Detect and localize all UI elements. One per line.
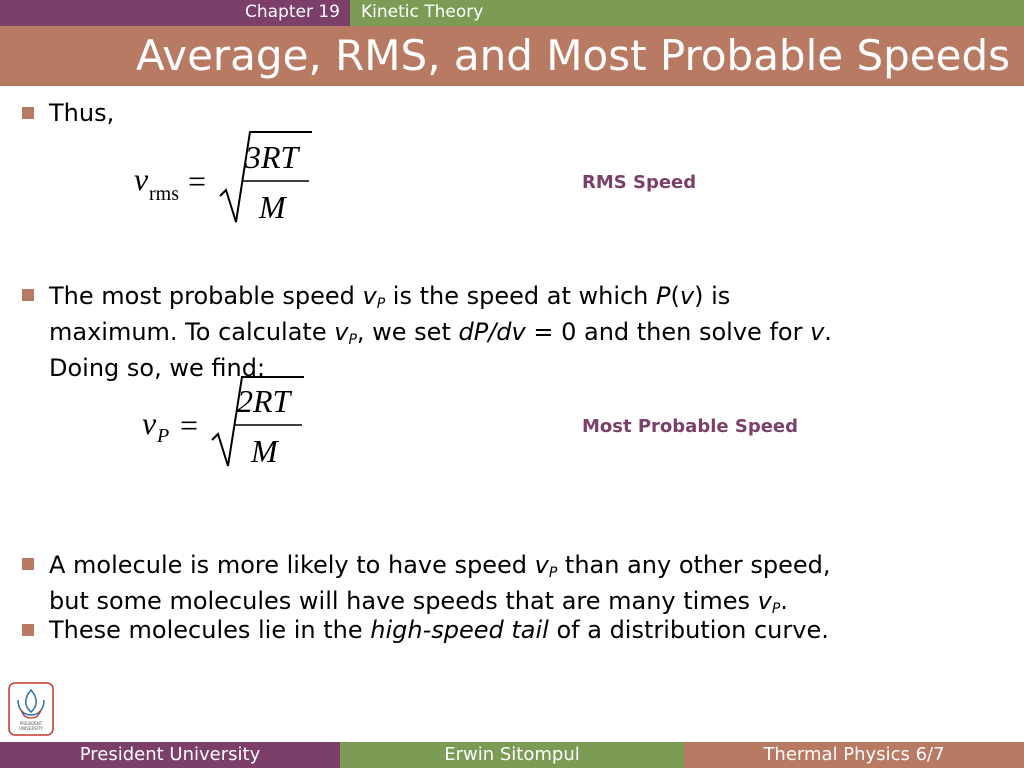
rms-speed-label: RMS Speed [582, 172, 697, 193]
bullet-thus: Thus, [49, 99, 115, 127]
footer-institution: President University [0, 742, 340, 768]
most-probable-speed-label: Most Probable Speed [582, 416, 799, 437]
footer-bar [0, 742, 1024, 768]
bullet-most-probable: The most probable speed $v_P$ is the speed at which P(v) is maximum. To calculate $v_P$, we set dP/dv = 0 and then solve for v. Doing so, we find: [49, 282, 832, 382]
bullet-marker [22, 558, 34, 570]
president-university-logo [8, 682, 54, 736]
footer-course-page: Thermal Physics 6/7 [684, 742, 1024, 768]
bullet-marker [22, 289, 34, 301]
topic-label: Kinetic Theory [350, 0, 1024, 26]
rms-denominator: M [259, 189, 286, 225]
top-bar [0, 0, 1024, 26]
rms-numerator: 3RT [245, 139, 299, 175]
rms-speed-equation [128, 128, 328, 228]
mp-numerator: 2RT [237, 383, 291, 419]
mp-equals: = [180, 407, 199, 443]
rms-lhs-var: v [134, 161, 149, 197]
mp-lhs-var: v [142, 405, 157, 441]
title-bar [0, 26, 1024, 86]
chapter-label: Chapter 19 [0, 0, 350, 26]
most-probable-speed-equation [136, 372, 336, 472]
mp-denominator: M [251, 433, 278, 469]
logo-text-1: PRESIDENT [19, 721, 43, 726]
bullet-high-speed-tail: These molecules lie in the high-speed tail of a distribution curve. [49, 616, 829, 644]
bullet-molecule-likely: A molecule is more likely to have speed $v_P$ than any other speed, but some molecules will have speeds that are many times $v_P$. [49, 551, 831, 617]
bullet-marker [22, 107, 34, 119]
slide-title: Average, RMS, and Most Probable Speeds [135, 31, 1010, 80]
logo-text-2: UNIVERSITY [19, 726, 43, 731]
rms-equals: = [188, 163, 207, 199]
bullet-marker [22, 624, 34, 636]
rms-lhs-sub: rms [149, 183, 179, 205]
mp-lhs-sub: P [157, 425, 170, 447]
footer-author: Erwin Sitompul [340, 742, 684, 768]
